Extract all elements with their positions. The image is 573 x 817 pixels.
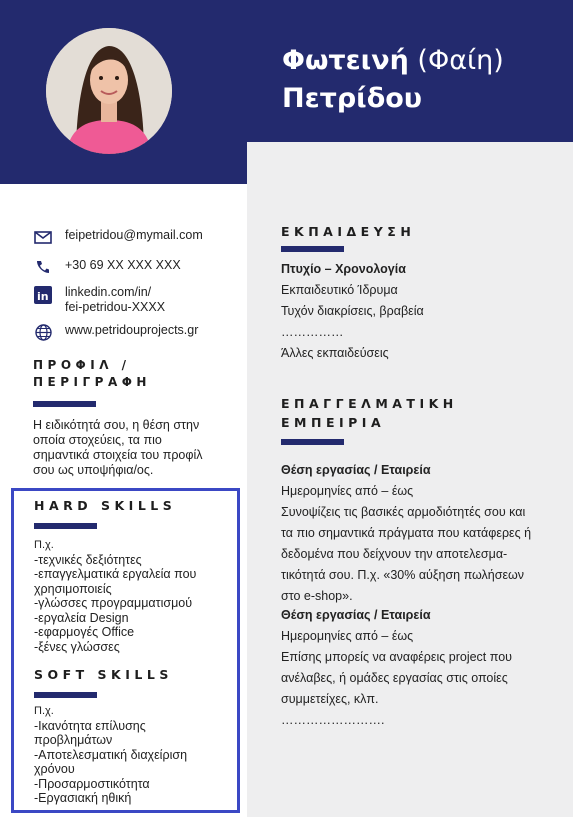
profile-underline <box>33 401 96 407</box>
phone-text: +30 69 XX XXX XXX <box>65 258 181 272</box>
linkedin-icon <box>32 285 54 305</box>
contact-email[interactable] <box>32 228 203 246</box>
list-item: -Προσαρμοστικότητα <box>34 776 150 791</box>
svg-text:in: in <box>37 290 49 303</box>
experience-dots: ……………………. <box>281 713 385 727</box>
job-dates: Ημερομηνίες από – έως <box>281 629 414 643</box>
name-block <box>282 42 504 118</box>
hard-skills-prefix: Π.χ. <box>34 539 54 551</box>
soft-skills-title: SOFT SKILLS <box>34 667 173 682</box>
education-details <box>281 259 566 364</box>
job-role: Θέση εργασίας / Εταιρεία <box>281 608 431 622</box>
profile-title-line2: ΠΕΡΙΓΡΑΦΗ <box>33 375 151 389</box>
last-name: Πετρίδου <box>282 83 423 114</box>
education-awards: Τυχόν διακρίσεις, βραβεία <box>281 304 424 318</box>
list-item: -ξένες γλώσσες <box>34 639 120 654</box>
job-desc-line: ανέλαβες, ή ομάδες εργασίας στις οποίες <box>281 671 508 685</box>
experience-job-1 <box>281 460 566 607</box>
avatar <box>46 28 172 154</box>
job-dates: Ημερομηνίες από – έως <box>281 484 414 498</box>
profile-line: Η ειδικότητά σου, η θέση στην <box>33 418 200 432</box>
experience-title <box>281 394 458 432</box>
list-item: χρησιμοποιείς <box>34 581 112 596</box>
education-underline <box>281 246 344 252</box>
list-item: -Εργασιακή ηθική <box>34 791 132 805</box>
profile-title-line1: ΠΡΟΦΙΛ / <box>33 358 131 372</box>
job-desc-line: Επίσης μπορείς να αναφέρεις project που <box>281 650 512 664</box>
education-dots: …………… <box>281 325 344 339</box>
hard-skills-title: HARD SKILLS <box>34 498 177 513</box>
soft-skills-underline <box>34 692 97 698</box>
job-desc-line: τικότητά σου. Π.χ. «30% αύξηση πωλήσεων <box>281 568 525 582</box>
list-item: προβλημάτων <box>34 733 113 747</box>
contact-linkedin[interactable] <box>32 285 165 315</box>
job-desc-line: Συνοψίζεις τις βασικές αρμοδιότητές σου και <box>281 505 526 519</box>
education-other: Άλλες εκπαιδεύσεις <box>281 346 389 360</box>
envelope-icon <box>32 228 54 246</box>
globe-icon <box>32 323 54 341</box>
profile-line: οποία στοχεύεις, τα πιο <box>33 433 162 447</box>
hard-skills-underline <box>34 523 97 529</box>
list-item: -γλώσσες προγραμματισμού <box>34 596 193 610</box>
hard-skills-list <box>34 538 196 654</box>
profile-line: σου ως υποψήφια/ος. <box>33 463 154 477</box>
list-item: -Αποτελεσματική διαχείριση <box>34 747 188 762</box>
job-desc-line: δεδομένα που δείχνουν την αποτελεσμα- <box>281 547 508 561</box>
profile-title <box>33 357 151 391</box>
avatar-image <box>46 28 172 154</box>
experience-title-line2: ΕΜΠΕΙΡΙΑ <box>281 415 386 430</box>
linkedin-line1: linkedin.com/in/ <box>65 285 152 299</box>
education-institution: Εκπαιδευτικό Ίδρυμα <box>281 283 398 297</box>
list-item: -εφαρμογές Office <box>34 625 135 639</box>
list-item: χρόνου <box>34 762 75 776</box>
linkedin-line2: fei-petridou-XXXX <box>65 300 166 314</box>
list-item: -τεχνικές δεξιότητες <box>34 552 142 567</box>
phone-icon <box>32 258 54 276</box>
job-desc-line: τα πιο σημαντικά πράγματα που κατάφερες ή <box>281 526 532 540</box>
job-role: Θέση εργασίας / Εταιρεία <box>281 463 431 477</box>
experience-job-2 <box>281 605 566 731</box>
first-name: Φωτεινή <box>282 45 409 76</box>
nickname: (Φαίη) <box>417 45 504 76</box>
contact-phone[interactable] <box>32 258 181 276</box>
soft-skills-list <box>34 704 187 806</box>
soft-skills-prefix: Π.χ. <box>34 705 54 717</box>
job-desc-line: στο e-shop». <box>281 589 353 603</box>
website-text: www.petridouprojects.gr <box>65 323 199 337</box>
experience-title-line1: ΕΠΑΓΓΕΛΜΑΤΙΚΗ <box>281 396 458 411</box>
list-item: -εργαλεία Design <box>34 610 129 625</box>
email-text: feipetridou@mymail.com <box>65 228 203 242</box>
profile-text <box>33 418 203 478</box>
experience-underline <box>281 439 344 445</box>
list-item: -Ικανότητα επίλυσης <box>34 718 146 733</box>
contact-website[interactable] <box>32 323 198 341</box>
profile-line: σημαντικά στοιχεία του προφίλ <box>33 448 203 462</box>
job-desc-line: συμμετείχες, κλπ. <box>281 692 379 706</box>
list-item: -επαγγελματικά εργαλεία που <box>34 567 197 581</box>
education-degree: Πτυχίο – Χρονολογία <box>281 262 406 276</box>
education-title: ΕΚΠΑΙΔΕΥΣΗ <box>281 224 416 239</box>
